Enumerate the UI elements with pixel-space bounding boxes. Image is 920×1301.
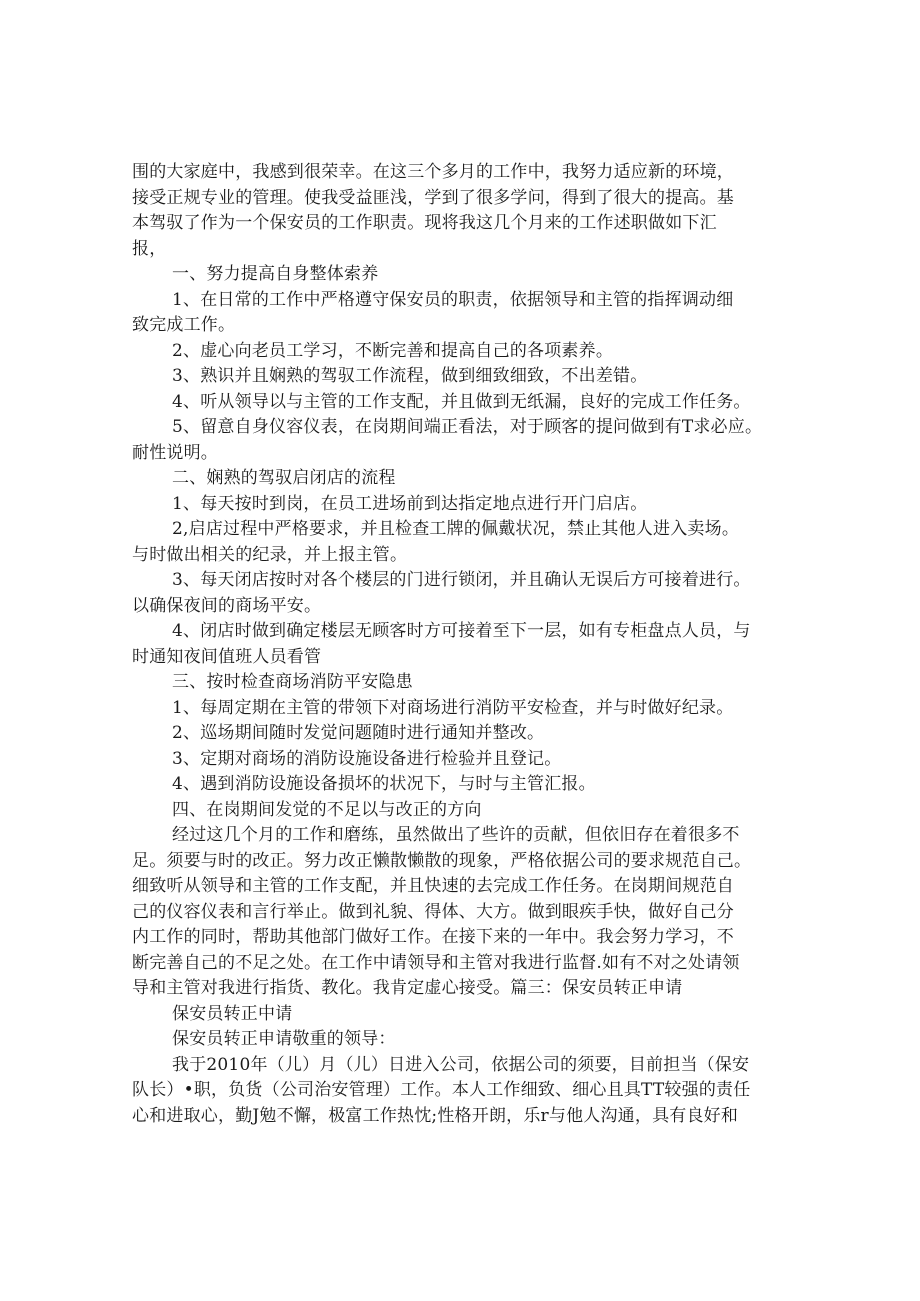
text-line: 与时做出相关的纪录，并上报主管。 (132, 544, 408, 565)
text-line: 4、遇到消防设施设备损坏的状况下，与时与主管汇报。 (172, 774, 596, 794)
text-line: 3、定期对商场的消防设施设备进行检验并且登记。 (172, 748, 562, 769)
text-line: 4、闭店时做到确定楼层无顾客时方可接着至下一层，如有专柜盘点人员，与 (172, 621, 751, 641)
text-line: 导和主管对我进行指货、教化。我肯定虚心接受。篇三：保安员转正申请 (132, 978, 683, 998)
text-line: 围的大家庭中，我感到很荣幸。在这三个多月的工作中，我努力适应新的环境， (132, 162, 734, 182)
text-line: 二、娴熟的驾驭启闭店的流程 (172, 468, 396, 488)
text-line: 1、每周定期在主管的带领下对商场进行消防平安检查，并与时做好纪录。 (172, 697, 734, 718)
text-line: 以确保夜间的商场平安。 (132, 595, 322, 616)
text-line: 2、虚心向老员工学习，不断完善和提高自己的各项素养。 (172, 340, 614, 361)
text-line: 本驾驭了作为一个保安员的工作职责。现将我这几个月来的工作述职做如下汇 (132, 213, 717, 233)
text-line: 报， (132, 238, 167, 259)
text-line: 耐性说明。 (132, 442, 218, 463)
text-line: 接受正规专业的管理。使我受益匪浅，学到了很多学问，得到了很大的提高。基 (132, 187, 734, 208)
text-line: 心和进取心，勤J勉不懈，极富工作热忱;性格开朗，乐r与他人沟通，具有良好和 (132, 1105, 739, 1126)
text-line: 断完善自己的不足之处。在工作中请领导和主管对我进行监督.如有不对之处请领 (132, 952, 740, 973)
document-body (132, 160, 792, 1129)
text-line: 我于2010年（儿）月（儿）日进入公司，依据公司的须要，目前担当（保安 (172, 1054, 750, 1075)
text-line: 1、每天按时到岗，在员工进场前到达指定地点进行开门启店。 (172, 493, 648, 514)
text-line: 足。须要与时的改正。努力改正懒散懒散的现象，严格依据公司的要求规范自己。 (132, 850, 752, 871)
text-line: 己的仪容仪表和言行举止。做到礼貌、得体、大方。做到眼疾手快，做好自己分 (132, 901, 734, 922)
text-line: 3、熟识并且娴熟的驾驭工作流程，做到细致细致，不出差错。 (172, 366, 648, 386)
text-line: 5、留意自身仪容仪表，在岗期间端正看法，对于顾客的提问做到有T求必应。 (172, 417, 763, 437)
text-line: 四、在岗期间发觉的不足以与改正的方向 (172, 799, 482, 820)
text-line: 三、按时检查商场消防平安隐患 (172, 672, 413, 692)
text-line: 2、巡场期间随时发觉问题随时进行通知并整改。 (172, 723, 545, 743)
text-line: 队长）•职，负货（公司治安管理）工作。本人工作细致、细心且具TT较强的责任 (132, 1080, 751, 1100)
text-line: 1、在日常的工作中严格遵守保安员的职责，依据领导和主管的指挥调动细 (172, 289, 734, 310)
text-line: 致完成工作。 (132, 315, 236, 335)
text-line: 保安员转正中请 (172, 1003, 293, 1024)
text-line: 内工作的同时，帮助其他部门做好工作。在接下来的一年中。我会努力学习，不 (132, 927, 734, 947)
text-line: 一、努力提高自身整体索养 (172, 264, 379, 284)
text-line: 4、听从领导以与主管的工作支配，并且做到无纸漏，良好的完成工作任务。 (172, 391, 751, 412)
text-line: 时通知夜间值班人员看管 (132, 646, 322, 667)
text-line: 2,启店过程中严格要求，并且检查工牌的佩戴状况，禁止其他人进入卖场。 (172, 519, 740, 539)
text-line: 细致听从领导和主管的工作支配，并且快速的去完成工作任务。在岗期间规范自 (132, 876, 734, 896)
text-line: 保安员转正申请敬重的领导： (172, 1029, 396, 1049)
text-line: 3、每天闭店按时对各个楼层的门进行锁闭，并且确认无误后方可接着进行。 (172, 570, 751, 590)
text-line: 经过这几个月的工作和磨练，虽然做出了些许的贡献，但依旧存在着很多不 (172, 825, 740, 845)
